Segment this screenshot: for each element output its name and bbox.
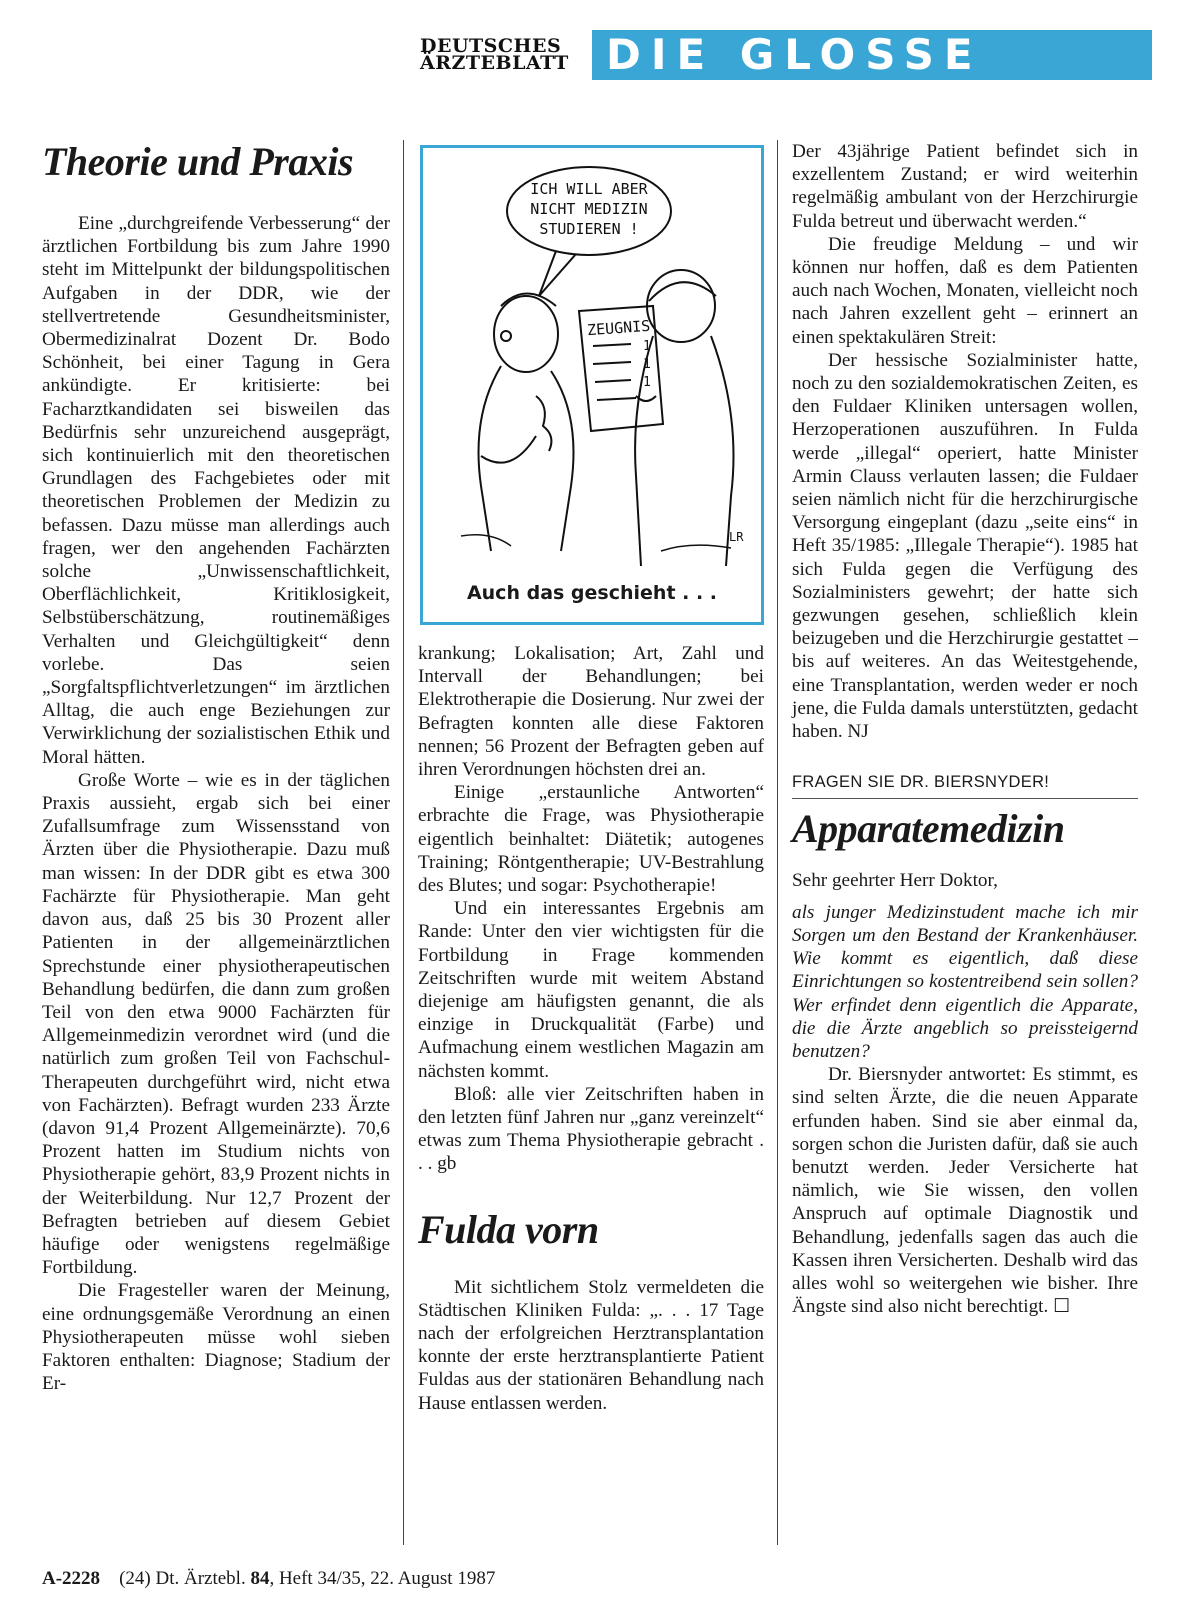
paragraph: Der hessische Sozialminister hatte, noch zu den sozialdemokratischen Zeiten, es den Fuldaer Kliniken untersagen wollen, Herzoperationen auszuführen. In Fulda werde „illegal“ operiert, hatte Minister Armin Clauss verlauten lassen; die Fuldaer seien nämlich nicht für die herzchirurgische Versorgung eingeplant (dazu „seite eins“ in Heft 35/1985: „Illegale Therapie“). 1985 hat sich Fulda gegen die Verfügung des Sozialministers gewehrt; der hatte sich gezwungen gesehen, schließlich klein beizugeben und die Herzchirurgie gestattet – bis auf weiteres. An das Weitestgehende, eine Transplantation, werden weder er noch jene, die Fulda damals unterstützten, gedacht haben. NJ <box>792 349 1138 743</box>
article-title: Theorie und Praxis <box>42 139 354 184</box>
cartoon-caption: Auch das geschieht . . . <box>466 582 718 604</box>
volume-number: 84 <box>250 1568 270 1589</box>
page-number: A-2228 <box>42 1568 101 1589</box>
paragraph: Große Worte – wie es in der täglichen Praxis aussieht, ergab sich bei einer Zufallsumfrage zum Wissensstand von Ärzten über die Physiotherapie. Dazu muß man wissen: In der DDR gibt es etwa 300 Fachärzte für Physiotherapie. Man geht davon aus, daß 25 bis 30 Prozent aller Patienten in der allgemeinärztlichen Sprechstunde einer physiotherapeutischen Behandlung bedürfen, die dann zum großen Teil von den etwa 9000 Fachärzten für Allgemeinmedizin verordnet wird (und die natürlich zum großen Teil von Fachschul-Therapeuten durchgeführt wird, nicht etwa von Fachärzten). Befragt wurden 233 Ärzte (davon 91,4 Prozent Allgemeinärzte). 70,6 Prozent hatten im Studium nichts von Physiotherapie gehört, 83,9 Prozent nichts in der Weiterbildung. Nur 12,7 Prozent der Befragten betrieben auf diesem Gebiet häufige oder wenigstens regelmäßige Fortbildung. <box>42 769 390 1279</box>
column-rule <box>403 140 404 1545</box>
journal-logo: DEUTSCHES ÄRZTEBLATT <box>420 35 569 74</box>
citation: (24) Dt. Ärztebl. <box>119 1568 246 1589</box>
masthead <box>410 30 1150 82</box>
paragraph: krankung; Lokalisation; Art, Zahl und Intervall der Behandlungen; bei Elektrotherapie die Dosierung. Nur zwei der Befragten konnten alle diese Faktoren nennen; 56 Prozent der Befragten geben auf ihren Verordnungen höchsten drei an. <box>418 643 764 781</box>
paragraph: Die Fragesteller waren der Meinung, eine ordnungsgemäße Verordnung an einen Physiotherapeuten müsse wohl sieben Faktoren enthalten: Diagnose; Stadium der Er- <box>42 1280 390 1395</box>
column-2 <box>418 642 764 1415</box>
section-title: DIE GLOSSE <box>606 30 983 79</box>
artist-signature: LR <box>729 530 744 544</box>
paragraph: Eine „durchgreifende Verbesserung“ der ärztlichen Fortbildung bis zum Jahre 1990 steht im Mittelpunkt der bildungspolitischen Aufgaben in der DDR, wie der stellvertretende Gesundheitsminister, Obermedizinalrat Dozent Dr. Bodo Schönheit, bei einer Tagung in Gera ankündigte. Er kritisierte: bei Facharztkandidaten sei bisweilen das Bedürfnis sehr unzureichend ausgeprägt, sich kontinuierlich mit den theoretischen Grundlagen des Fachgebietes oder mit theoretischen Problemen der Medizin zu befassen. Dazu müsse man allerdings auch fragen, wer den angehenden Fachärzten solche „Unwissenschaftlichkeit, Oberflächlichkeit, Kritiklosigkeit, Selbstüberschätzung, routinemäßiges Verhalten und Gleichgültigkeit“ denn vorlebe. Das seien „Sorgfaltspflichtverletzungen“ im ärztlichen Alltag, die auch enge Beziehungen zur Verwirklichung der sozialistischen Ethik und Moral hätten. <box>42 213 390 768</box>
grade: 1 <box>643 339 651 354</box>
doctor-answer: Dr. Biersnyder antwortet: Es stimmt, es sind selten Ärzte, die die neuen Apparate erfunden haben. Sind sie aber einmal da, sorgen schon die Juristen dafür, daß sie auch benutzt werden. Jeder Versicherte hat nämlich, wie Sie wissen, den vollen Anspruch auf optimale Diagnostik und Behandlung, jedenfalls sagen das auch die Kassen ihren Versicherten. Deshalb wird das alles wohl so weitergehen wie bisher. Ihre Ängste sind also nicht berechtigt. ☐ <box>792 1064 1138 1318</box>
grade: 1 <box>643 357 651 372</box>
speech-text: STUDIEREN ! <box>539 220 639 238</box>
page-footer <box>42 1568 495 1590</box>
cartoon-drawing <box>431 156 753 576</box>
paragraph: Mit sichtlichem Stolz vermeldeten die Städtischen Kliniken Fulda: „. . . 17 Tage nach der erfolgreichen Herztransplantation konnte der erste herztransplantierte Patient Fuldas aus der stationären Behandlung nach Hause entlassen werden. <box>418 1276 764 1414</box>
speech-text: NICHT MEDIZIN <box>530 200 648 218</box>
paragraph: Der 43jährige Patient befindet sich in exzellentem Zustand; er wird weiterhin regelmäßig ambulant von der Herzchirurgie Fulda betreut und überwacht werden.“ <box>792 141 1138 232</box>
column-3 <box>792 140 1138 1318</box>
article-title: Apparatemedizin <box>792 806 1065 852</box>
certificate-title: ZEUGNIS <box>586 316 651 340</box>
salutation: Sehr geehrter Herr Doktor, <box>792 870 998 892</box>
cartoon <box>420 145 764 625</box>
speech-text: ICH WILL ABER <box>530 180 648 198</box>
paragraph: Und ein interessantes Ergebnis am Rande: Unter den vier wichtigsten für die Fortbildung in Frage kommenden Zeitschriften wurde mit weitem Abstand diejenige am häufigsten genannt, die als einzige in Druckqualität (Farbe) und Aufmachung einem westlichen Magazin am nächsten kommt. <box>418 898 764 1082</box>
reader-question: als junger Medizinstudent mache ich mir Sorgen um den Bestand der Krankenhäuser. Wie kommt es eigentlich, daß diese Einrichtungen so kostentreibend sein sollen? Wer erfindet denn eigentlich die Apparate, die die Ärzte angeblich so preissteigernd benutzen? <box>792 901 1138 1062</box>
section-banner <box>592 30 1152 80</box>
paragraph: Einige „erstaunliche Antworten“ erbrachte die Frage, was Physiotherapie eigentlich beinhaltet: Diätetik; autogenes Training; Röntgentherapie; UV-Bestrahlung des Blutes; und sogar: Psychotherapie! <box>418 782 764 897</box>
column-kicker: FRAGEN SIE DR. BIERSNYDER! <box>792 771 1138 799</box>
paragraph: Die freudige Meldung – und wir können nur hoffen, daß es dem Patienten auch nach Wochen, Monaten, vielleicht noch nach Jahren exzellent geht – erinnert an einen spektakulären Streit: <box>792 233 1138 348</box>
column-rule <box>777 140 778 1545</box>
citation-date: , Heft 34/35, 22. August 1987 <box>269 1568 496 1589</box>
paragraph: Bloß: alle vier Zeitschriften haben in den letzten fünf Jahren nur „ganz vereinzelt“ etwas zum Thema Physiotherapie gebracht . . . gb <box>418 1083 764 1175</box>
grade: 1 <box>643 375 651 390</box>
column-1 <box>42 140 390 1395</box>
article-title: Fulda vorn <box>418 1206 599 1252</box>
